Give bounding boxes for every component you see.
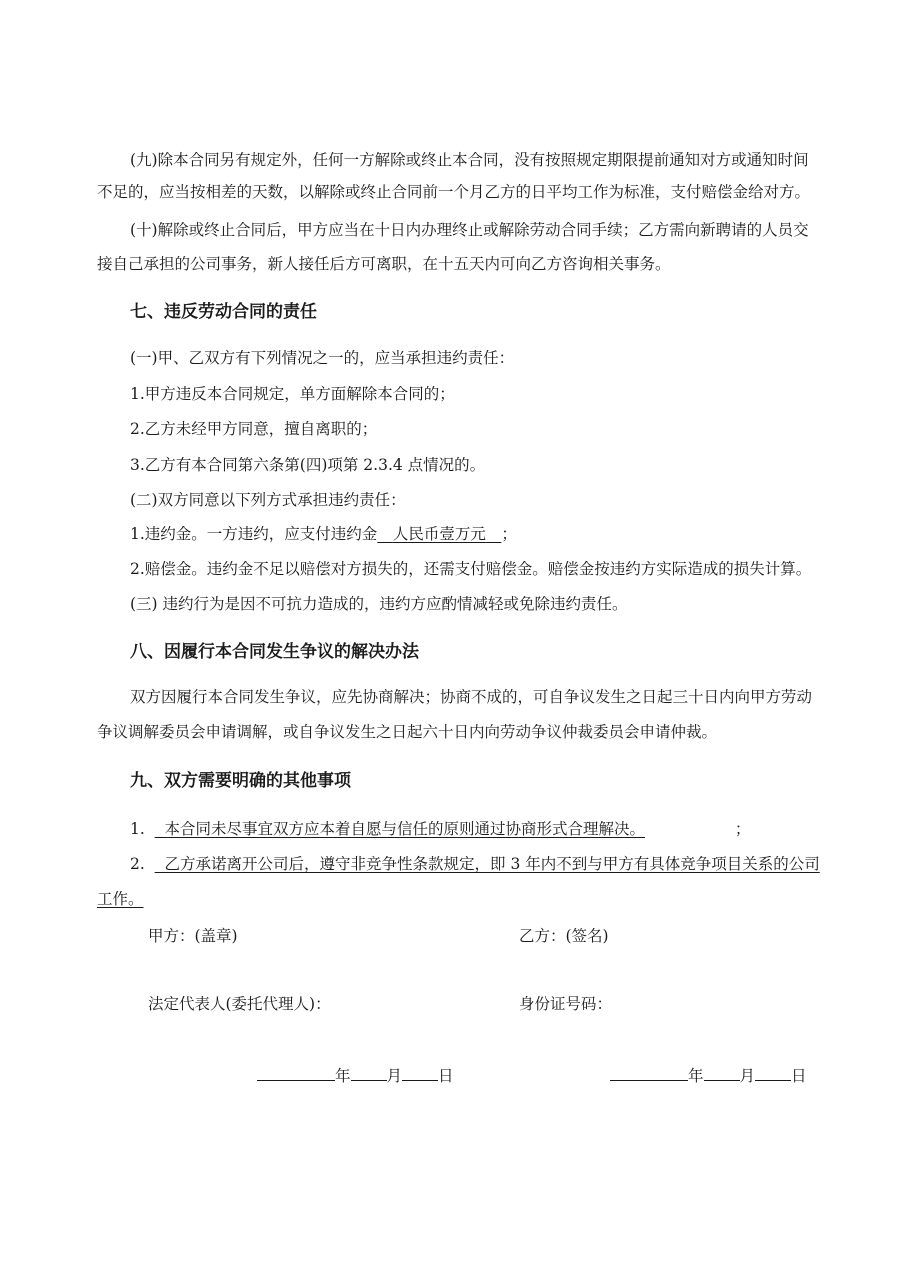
penalty-prefix: 1.违约金。一方违约，应支付违约金 <box>130 525 378 543</box>
item2-text-line1: 乙方承诺离开公司后，遵守非竞争性条款规定，即 3 年内不到与甲方有具体竞争项目关系的公司 <box>164 855 820 873</box>
party-a-year-blank <box>257 1064 335 1081</box>
section7-p8: (三) 违约行为是因不可抗力造成的，违约方应酌情减轻或免除违约责任。 <box>130 595 628 613</box>
party-b-day-label: 日 <box>791 1067 807 1085</box>
section8-line1: 双方因履行本合同发生争议，应先协商解决；协商不成的，可自争议发生之日起三十日内向甲方劳动 <box>130 688 813 706</box>
party-b-date <box>610 1064 807 1086</box>
item2-number: 2. <box>130 855 145 873</box>
section7-p7: 2.赔偿金。违约金不足以赔偿对方损失的，还需支付赔偿金。赔偿金按违约方实际造成的损失计算。 <box>130 560 812 578</box>
penalty-amount: 人民币壹万元 <box>392 525 486 543</box>
section7-p3: 2.乙方未经甲方同意，擅自离职的； <box>130 420 378 438</box>
party-a-date <box>257 1064 454 1086</box>
section8-heading: 八、因履行本合同发生争议的解决办法 <box>130 642 419 662</box>
item1-number: 1. <box>130 820 145 838</box>
party-b-sign-label: 乙方：(签名) <box>519 927 609 945</box>
section7-p5: (二)双方同意以下列方式承担违约责任： <box>130 491 406 509</box>
party-a-seal-label: 甲方：(盖章) <box>148 927 238 945</box>
section8-line2: 争议调解委员会申请调解，或自争议发生之日起六十日内向劳动争议仲裁委员会申请仲裁。 <box>97 723 718 741</box>
id-number-label: 身份证号码： <box>519 995 613 1013</box>
party-a-month-label: 月 <box>386 1067 403 1085</box>
item1-text: 本合同未尽事宜双方应本着自愿与信任的原则通过协商形式合理解决。 <box>164 820 646 838</box>
item2-text-line2: 工作。 <box>97 890 144 908</box>
party-a-day-label: 日 <box>438 1067 454 1085</box>
item9-line2: 不足的，应当按相差的天数，以解除或终止合同前一个月乙方的日平均工作为标准，支付赔偿金给对方。 <box>97 183 811 201</box>
party-b-month-blank <box>704 1064 740 1081</box>
section7-p2: 1.甲方违反本合同规定，单方面解除本合同的； <box>130 385 455 403</box>
item10-line1: (十)解除或终止合同后，甲方应当在十日内办理终止或解除劳动合同手续；乙方需向新聘请的人员交 <box>130 221 809 239</box>
party-b-day-blank <box>755 1064 791 1081</box>
section7-heading: 七、违反劳动合同的责任 <box>130 302 317 322</box>
penalty-suffix: ； <box>501 525 517 543</box>
party-a-month-blank <box>351 1064 387 1081</box>
section9-item2-line1 <box>130 854 820 874</box>
party-b-month-label: 月 <box>739 1067 756 1085</box>
party-b-year-blank <box>610 1064 688 1081</box>
party-a-day-blank <box>402 1064 438 1081</box>
section7-p6 <box>130 524 517 544</box>
item9-line1: (九)除本合同另有规定外，任何一方解除或终止本合同，没有按照规定期限提前通知对方或通知时间 <box>130 151 809 169</box>
legal-representative-label: 法定代表人(委托代理人)： <box>148 995 331 1013</box>
section7-p4: 3.乙方有本合同第六条第(四)项第 2.3.4 点情况的。 <box>130 456 486 474</box>
party-b-year-label: 年 <box>688 1067 704 1085</box>
party-a-year-label: 年 <box>335 1067 351 1085</box>
section9-item1 <box>130 819 750 839</box>
section9-heading: 九、双方需要明确的其他事项 <box>130 771 351 791</box>
item1-suffix: ； <box>734 820 751 838</box>
section7-p1: (一)甲、乙双方有下列情况之一的，应当承担违约责任： <box>130 349 515 367</box>
item10-line2: 接自己承担的公司事务，新人接任后方可离职，在十五天内可向乙方咨询相关事务。 <box>97 255 671 273</box>
section9-item2-line2 <box>97 889 144 909</box>
